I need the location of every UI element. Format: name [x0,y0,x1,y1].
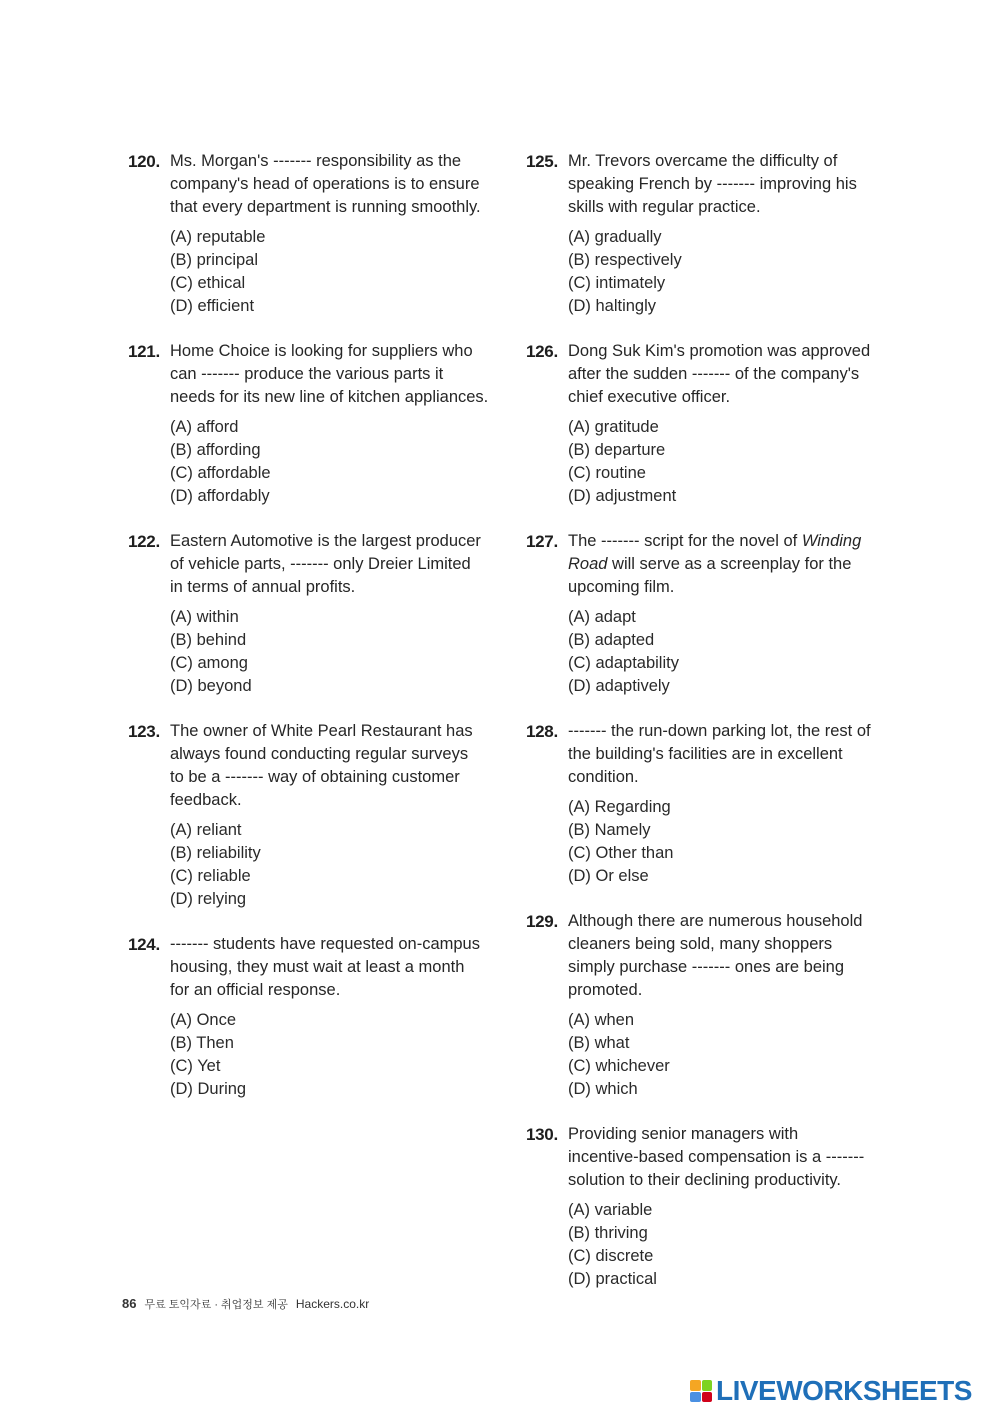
answer-option: (B) departure [568,441,666,459]
question-number: 121. [128,342,160,361]
question-item [128,340,508,508]
answer-option: (C) among [170,654,248,672]
answer-option: (A) within [170,608,239,626]
question-item [526,150,906,318]
stem-line: chief executive officer. [568,388,731,406]
stem-line: cleaners being sold, many shoppers [568,935,833,953]
stem-line: feedback. [170,791,242,809]
question-number: 126. [526,342,558,361]
stem-line: ------- the run-down parking lot, the rest of [568,722,871,740]
answer-option: (C) whichever [568,1057,670,1075]
answer-option: (B) what [568,1034,630,1052]
question-item [526,340,906,508]
answer-option: (A) gradually [568,228,662,246]
stem-line: Eastern Automotive is the largest producer [170,532,481,550]
stem-line: the building's facilities are in excellent [568,745,843,763]
stem-line: skills with regular practice. [568,198,761,216]
answer-option: (C) intimately [568,274,666,292]
answer-option: (B) behind [170,631,247,649]
answer-option: (D) relying [170,890,247,908]
liveworksheets-logo [690,1375,972,1407]
question-body [170,530,508,698]
stem-line [568,553,906,576]
answer-option: (D) beyond [170,677,252,695]
answer-option: (C) Other than [568,844,674,862]
question-body [568,910,906,1101]
question-stem [170,530,508,599]
answer-options [170,226,508,318]
question-body [568,340,906,508]
answer-options [170,1009,508,1101]
answer-option: (A) afford [170,418,239,436]
question-number: 123. [128,722,160,741]
stem-line: simply purchase ------- ones are being [568,958,845,976]
stem-line: that every department is running smoothly. [170,198,481,216]
brand-mark-square [702,1392,713,1403]
stem-line: Dong Suk Kim's promotion was approved [568,342,871,360]
answer-option: (C) routine [568,464,646,482]
answer-option: (D) affordably [170,487,270,505]
answer-options [568,1009,906,1101]
brand-mark-square [702,1380,713,1391]
answer-option: (C) ethical [170,274,246,292]
answer-option: (B) respectively [568,251,682,269]
question-number: 122. [128,532,160,551]
answer-option: (D) adjustment [568,487,677,505]
question-item [526,910,906,1101]
stem-line: Home Choice is looking for suppliers who [170,342,473,360]
answer-option: (D) During [170,1080,247,1098]
question-number: 129. [526,912,558,931]
stem-line: condition. [568,768,639,786]
stem-line: housing, they must wait at least a month [170,958,465,976]
question-number: 130. [526,1125,558,1144]
question-stem [170,340,508,409]
question-stem [568,530,906,599]
answer-option: (B) reliability [170,844,261,862]
answer-options [568,606,906,698]
answer-option: (A) when [568,1011,635,1029]
stem-line: after the sudden ------- of the company's [568,365,860,383]
answer-option: (A) gratitude [568,418,659,436]
answer-option: (D) haltingly [568,297,657,315]
footer-site: Hackers.co.kr [295,1297,370,1311]
stem-line: needs for its new line of kitchen appliances. [170,388,489,406]
answer-options [170,606,508,698]
stem-line [568,530,906,553]
question-item [526,530,906,698]
question-item [128,720,508,911]
answer-option: (B) Namely [568,821,651,839]
answer-option: (C) adaptability [568,654,679,672]
answer-option: (D) Or else [568,867,649,885]
question-body [170,340,508,508]
question-body [568,530,906,698]
stem-line: Providing senior managers with [568,1125,799,1143]
question-stem [568,1123,906,1192]
stem-line: can ------- produce the various parts it [170,365,444,383]
answer-options [568,226,906,318]
question-stem [170,150,508,219]
stem-line: The owner of White Pearl Restaurant has [170,722,473,740]
answer-option: (A) reliant [170,821,242,839]
stem-text: The ------- script for the novel of [568,532,802,550]
footer-note: 무료 토익자료 · 취업정보 제공 [144,1299,288,1311]
question-stem [568,340,906,409]
brand-mark-icon [690,1380,712,1402]
answer-option: (D) adaptively [568,677,670,695]
stem-line: to be a ------- way of obtaining customer [170,768,460,786]
question-body [568,1123,906,1291]
stem-line: always found conducting regular surveys [170,745,469,763]
answer-option: (B) adapted [568,631,655,649]
question-number: 127. [526,532,558,551]
brand-mark-square [690,1392,701,1403]
answer-options [170,416,508,508]
brand-name: LIVEWORKSHEETS [716,1375,972,1406]
left-column [128,150,508,1123]
answer-option: (A) reputable [170,228,266,246]
answer-options [568,416,906,508]
right-column [526,150,906,1313]
stem-line: speaking French by ------- improving his [568,175,857,193]
answer-options [568,796,906,888]
answer-option: (A) Regarding [568,798,671,816]
question-stem [170,933,508,1002]
answer-option: (C) reliable [170,867,251,885]
question-body [568,720,906,888]
stem-line: Mr. Trevors overcame the difficulty of [568,152,838,170]
answer-option: (D) practical [568,1270,657,1288]
question-number: 124. [128,935,160,954]
question-item [526,720,906,888]
stem-line: incentive-based compensation is a ------- [568,1148,865,1166]
question-stem [568,150,906,219]
question-body [568,150,906,318]
answer-option: (B) affording [170,441,261,459]
answer-option: (A) adapt [568,608,636,626]
answer-option: (A) variable [568,1201,653,1219]
stem-title-italic: Road [568,555,608,573]
answer-options [170,819,508,911]
stem-line: for an official response. [170,981,341,999]
answer-option: (C) discrete [568,1247,654,1265]
answer-option: (C) affordable [170,464,271,482]
question-item [128,150,508,318]
answer-options [568,1199,906,1291]
answer-option: (A) Once [170,1011,237,1029]
answer-option: (C) Yet [170,1057,221,1075]
question-body [170,933,508,1101]
question-item [526,1123,906,1291]
stem-line: in terms of annual profits. [170,578,356,596]
stem-line: promoted. [568,981,643,999]
question-item [128,933,508,1101]
stem-line: Ms. Morgan's ------- responsibility as the [170,152,462,170]
question-body [170,720,508,911]
answer-option: (B) Then [170,1034,234,1052]
question-number: 125. [526,152,558,171]
page-number: 86 [122,1296,137,1311]
question-item [128,530,508,698]
question-number: 128. [526,722,558,741]
question-body [170,150,508,318]
brand-mark-square [690,1380,701,1391]
stem-line: Although there are numerous household [568,912,863,930]
answer-option: (B) thriving [568,1224,648,1242]
answer-option: (B) principal [170,251,259,269]
answer-option: (D) which [568,1080,638,1098]
stem-line: company's head of operations is to ensure [170,175,480,193]
stem-line: upcoming film. [568,578,675,596]
question-stem [568,720,906,789]
answer-option: (D) efficient [170,297,255,315]
page-footer [122,1296,369,1312]
stem-line: ------- students have requested on-campus [170,935,480,953]
stem-title-italic: Winding [801,532,862,550]
question-number: 120. [128,152,160,171]
question-stem [568,910,906,1002]
question-stem [170,720,508,812]
stem-line: solution to their declining productivity. [568,1171,842,1189]
stem-text: will serve as a screenplay for the [607,555,852,573]
stem-line: of vehicle parts, ------- only Dreier Limited [170,555,471,573]
